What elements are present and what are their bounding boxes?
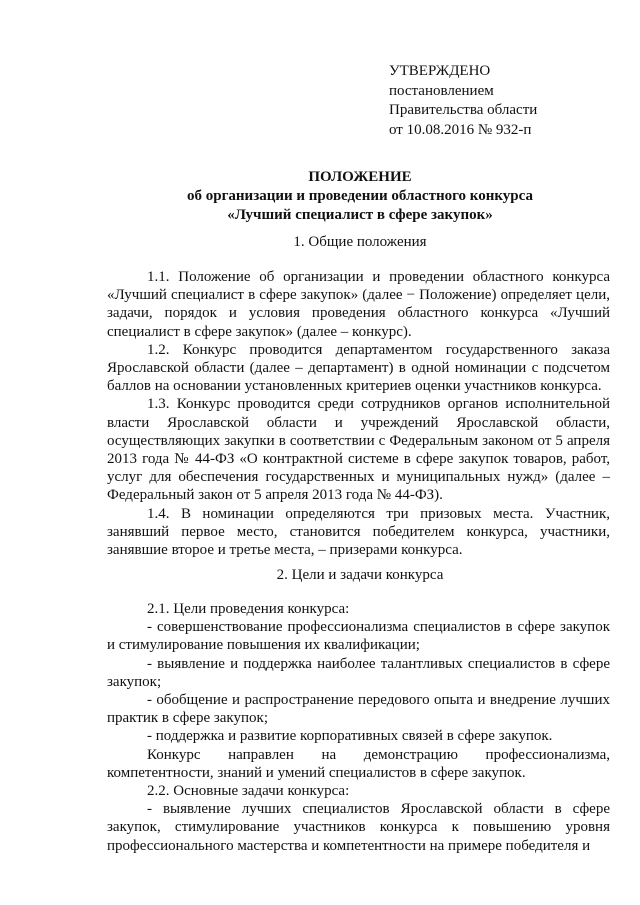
paragraph: 2.2. Основные задачи конкурса: <box>147 783 350 800</box>
list-item: - выявление лучших специалистов Ярославской области в сфере закупок, стимулирование участников конкурса к повышению уровня профессионального мастерства и компетентности на примере победителя и <box>107 801 610 854</box>
paragraph: 1.2. Конкурс проводится департаментом государственного заказа Ярославской области (далее – департамент) в одной номинации с подсчетом баллов на основании установленных критериев оценки участников конкурса. <box>107 341 610 395</box>
paragraph: 1.4. В номинации определяются три призовых места. Участник, занявший первое место, становится победителем конкурса, участники, занявшие второе и третье места, – призерами конкурса. <box>107 505 610 559</box>
document-body-2 <box>107 600 610 855</box>
paragraph: 2.1. Цели проведения конкурса: <box>147 601 350 617</box>
list-item: - совершенствование профессионализма специалистов в сфере закупок и стимулирование повышения их квалификации; <box>107 619 610 654</box>
approval-line: от 10.08.2016 № 932-п <box>389 121 532 138</box>
approval-line: УТВЕРЖДЕНО <box>389 63 491 79</box>
list-item: - выявление и поддержка наиболее талантливых специалистов в сфере закупок; <box>107 655 610 690</box>
title-line: ПОЛОЖЕНИЕ <box>308 169 412 185</box>
paragraph: Конкурс направлен на демонстрацию профессионализма, компетентности, знаний и умений специалистов в сфере закупок. <box>107 746 610 781</box>
document-title <box>60 168 640 225</box>
paragraph: 1.1. Положение об организации и проведении областного конкурса «Лучший специалист в сфере закупок» (далее − Положение) определяет цели, задачи, порядок и условия проведения областного конкурса «Лучший специалист в сфере закупок» (далее – конкурс). <box>107 269 610 340</box>
list-item: - обобщение и распространение передового опыта и внедрение лучших практик в сфере закупок; <box>107 692 610 727</box>
paragraph: 1.3. Конкурс проводится среди сотрудников органов исполнительной власти Ярославской области и учреждений Ярославской области, осуществляющих закупки в соответствии с Федеральным законом от 5 апреля 2013 года № 44-ФЗ «О контрактной системе в сфере закупок товаров, работ, услуг для обеспечения государственных и муниципальных нужд» (далее – Федеральный закон от 5 апреля 2013 года № 44-ФЗ). <box>107 396 610 504</box>
title-line: «Лучший специалист в сфере закупок» <box>227 207 493 223</box>
document-body <box>107 268 610 559</box>
approval-stamp <box>389 62 537 140</box>
section-heading: 2. Цели и задачи конкурса <box>276 567 444 583</box>
approval-line: Правительства области <box>389 102 538 118</box>
title-line: об организации и проведении областного конкурса <box>187 188 533 204</box>
section-heading: 1. Общие положения <box>293 234 427 250</box>
list-item: - поддержка и развитие корпоративных связей в сфере закупок. <box>147 728 553 745</box>
approval-line: постановлением <box>389 82 494 99</box>
